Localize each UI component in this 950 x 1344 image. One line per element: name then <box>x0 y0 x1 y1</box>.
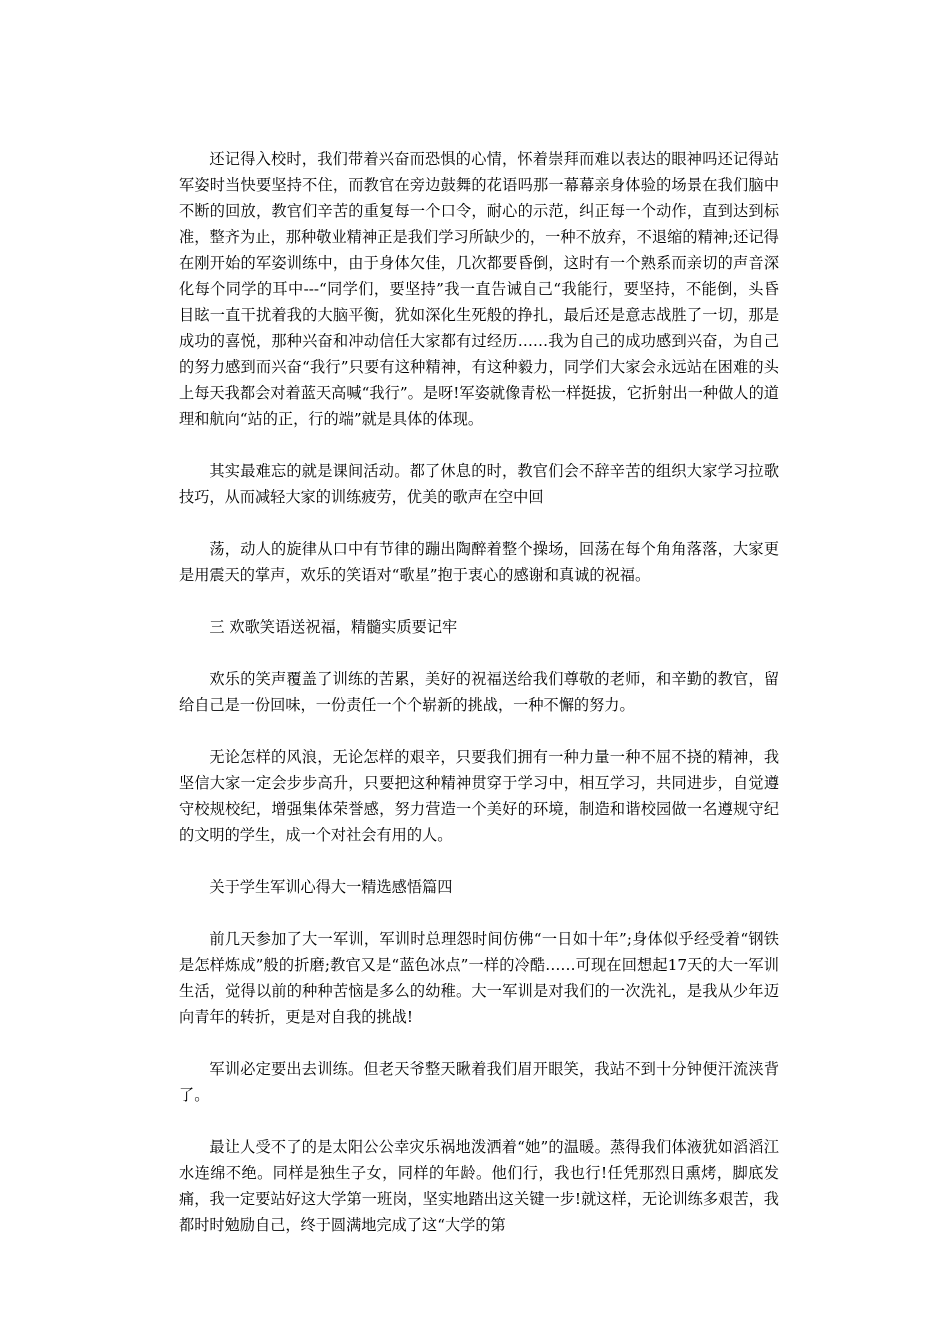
paragraph-gap <box>179 640 779 666</box>
paragraph-blessings: 欢乐的笑声覆盖了训练的苦累，美好的祝福送给我们尊敬的老师，和辛勤的教官，留给自己是一份回味，一份责任一个个崭新的挑战，一种不懈的努力。 <box>179 670 779 714</box>
paragraph-perseverance: 无论怎样的风浪，无论怎样的艰辛，只要我们拥有一种力量一种不屈不挠的精神，我坚信大家一定会步步高升，只要把这种精神贯穿于学习中，相互学习，共同进步，自觉遵守校规校纪，增强集体荣誉感，努力营造一个美好的环境，制造和谐校园做一名遵规守纪的文明的学生，成一个对社会有用的人。 <box>179 748 779 844</box>
paragraph-break-activity: 其实最难忘的就是课间活动。都了休息的时，教官们会不辞辛苦的组织大家学习拉歌技巧，从而减轻大家的训练疲劳，优美的歌声在空中回 <box>179 462 779 506</box>
paragraph-singing: 荡，动人的旋律从口中有节律的蹦出陶醉着整个操场，回荡在每个角角落落，大家更是用震天的掌声，欢乐的笑语对“歌星”抱于衷心的感谢和真诚的祝福。 <box>179 540 779 584</box>
paragraph-outdoor-training: 军训必定要出去训练。但老天爷整天瞅着我们眉开眼笑，我站不到十分钟便汗流浃背了。 <box>179 1060 779 1104</box>
paragraph-gap <box>179 588 779 614</box>
paragraph-gap <box>179 1030 779 1056</box>
paragraph-gap <box>179 848 779 874</box>
paragraph-gap <box>179 1108 779 1134</box>
document-page <box>179 146 779 1238</box>
paragraph-freshman-training: 前几天参加了大一军训，军训时总理怨时间仿佛“一日如十年”;身体似乎经受着“钢铁是怎样炼成”般的折磨;教官又是“蓝色冰点”一样的冷酷……可现在回想起17天的大一军训生活，觉得以前的种种苦恼是多么的幼稚。大一军训是对我们的一次洗礼，是我从少年迈向青年的转折，更是对自我的挑战! <box>179 930 779 1026</box>
paragraph-gap <box>179 718 779 744</box>
paragraph-recollection: 还记得入校时，我们带着兴奋而恐惧的心情，怀着崇拜而难以表达的眼神吗还记得站军姿时当快要坚持不住，而教官在旁边鼓舞的花语吗那一幕幕亲身体验的场景在我们脑中不断的回放，教官们辛苦的重复每一个口令，耐心的示范，纠正每一个动作，直到达到标准，整齐为止，那种敬业精神正是我们学习所缺少的，一种不放弃，不退缩的精神;还记得在刚开始的军姿训练中，由于身体欠佳，几次都要昏倒，这时有一个熟系而亲切的声音深化每个同学的耳中---“同学们，要坚持”我一直告诫自己“我能行，要坚持，不能倒，头昏目眩一直干扰着我的大脑平衡，犹如深化生死般的挣扎，最后还是意志战胜了一切，那是成功的喜悦，那种兴奋和冲动信任大家都有过经历……我为自己的成功感到兴奋，为自己的努力感到而兴奋“我行”只要有这种精神，有这种毅力，同学们大家会永远站在困难的头上每天我都会对着蓝天高喊“我行”。是呀!军姿就像青松一样挺拔，它折射出一种做人的道理和航向“站的正，行的端”就是具体的体现。 <box>179 150 779 428</box>
paragraph-gap <box>179 900 779 926</box>
article-title-four: 关于学生军训心得大一精选感悟篇四 <box>209 878 453 896</box>
paragraph-gap <box>179 432 779 458</box>
paragraph-sun: 最让人受不了的是太阳公公幸灾乐祸地泼洒着“她”的温暖。蒸得我们体液犹如滔滔江水连绵不绝。同样是独生子女，同样的年龄。他们行，我也行!任凭那烈日熏烤，脚底发痛，我一定要站好这大学第一班岗，坚实地踏出这关键一步!就这样，无论训练多艰苦，我都时时勉励自己，终于圆满地完成了这“大学的第 <box>179 1138 779 1234</box>
paragraph-gap <box>179 510 779 536</box>
section-heading-three: 三 欢歌笑语送祝福，精髓实质要记牢 <box>209 618 458 636</box>
